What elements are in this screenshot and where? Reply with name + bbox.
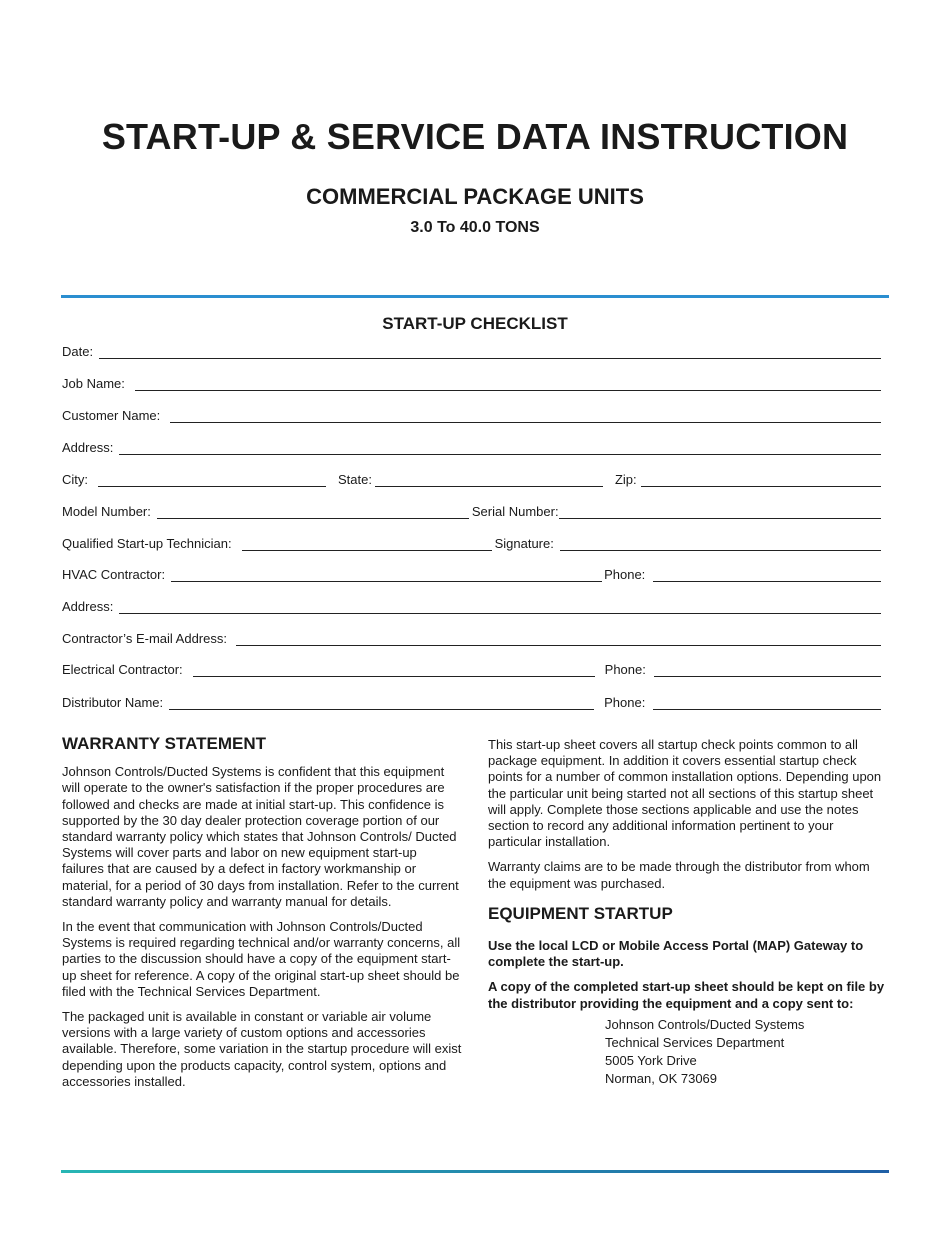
contractor-address-row — [62, 596, 881, 614]
hvac-contractor-row — [62, 564, 881, 582]
customer-address-row — [62, 437, 881, 455]
technician-field[interactable] — [242, 536, 492, 551]
date-field[interactable] — [99, 344, 881, 359]
checklist-title: START-UP CHECKLIST — [382, 314, 568, 333]
job-name-row — [62, 373, 881, 391]
warranty-section — [62, 736, 462, 1099]
contractor-email-label: Contractor’s E-mail Address: — [62, 631, 227, 646]
signature-field[interactable] — [560, 536, 881, 551]
signature-label: Signature: — [494, 536, 554, 551]
electrical-phone-field[interactable] — [654, 662, 881, 677]
warranty-heading: WARRANTY STATEMENT — [62, 734, 266, 753]
zip-label: Zip: — [614, 472, 637, 487]
hvac-contractor-field[interactable] — [171, 567, 602, 582]
serial-number-label: Serial Number: — [471, 504, 559, 519]
job-name-label: Job Name: — [62, 376, 125, 391]
hvac-contractor-label: HVAC Contractor: — [62, 567, 166, 582]
warranty-paragraph-3: The packaged unit is available in constant or variable air volume versions with a large variety of custom options and accessories available. Therefore, some variation in the startup procedure will exist depending upon the products capacity, control system, options and accessories installed. — [62, 1009, 462, 1089]
contractor-email-row — [62, 628, 881, 646]
zip-field[interactable] — [641, 472, 881, 487]
equipment-startup-heading: EQUIPMENT STARTUP — [488, 903, 673, 923]
distributor-row — [62, 692, 881, 710]
electrical-contractor-field[interactable] — [193, 662, 595, 677]
date-label: Date: — [62, 344, 94, 359]
state-field[interactable] — [375, 472, 603, 487]
startup-info-section — [488, 737, 888, 1089]
customer-address-label: Address: — [62, 440, 114, 455]
distributor-phone-label: Phone: — [604, 695, 646, 710]
coverage-paragraph: This start-up sheet covers all startup check points common to all package equipment. In addition it covers essential startup check points for a number of common installation options. Depending upon the particular unit being started not all sections of this startup sheet will apply. Complete those sections applicable and use the notes section to record any additional information pertinent to your particular installation. — [488, 737, 882, 850]
document-subtitle: COMMERCIAL PACKAGE UNITS — [306, 184, 644, 209]
city-field[interactable] — [98, 472, 326, 487]
distributor-name-field[interactable] — [169, 695, 594, 710]
hvac-phone-field[interactable] — [653, 567, 881, 582]
customer-name-label: Customer Name: — [62, 408, 161, 423]
model-number-field[interactable] — [157, 504, 469, 519]
warranty-paragraph-2: In the event that communication with Johnson Controls/Ducted Systems is required regarding technical and/or warranty concerns, all parties to the discussion should have a copy of the equipment start-up sheet for reference. A copy of the original start-up sheet should be filed with the Technical Services Department. — [62, 919, 461, 999]
electrical-contractor-row — [62, 659, 881, 677]
city-label: City: — [62, 472, 88, 487]
electrical-contractor-label: Electrical Contractor: — [62, 662, 183, 677]
header-divider — [61, 295, 889, 298]
model-serial-row — [62, 501, 881, 519]
contractor-address-label: Address: — [62, 599, 114, 614]
address-line: Norman, OK 73069 — [605, 1071, 718, 1087]
distributor-name-label: Distributor Name: — [62, 695, 164, 710]
customer-name-field[interactable] — [170, 408, 881, 423]
contractor-email-field[interactable] — [236, 631, 881, 646]
date-row — [62, 341, 881, 359]
hvac-phone-label: Phone: — [604, 567, 646, 582]
mailing-address — [605, 1016, 888, 1089]
distributor-phone-field[interactable] — [653, 695, 881, 710]
warranty-claims-paragraph: Warranty claims are to be made through the distributor from whom the equipment was purchased. — [488, 859, 870, 891]
lcd-map-instruction: Use the local LCD or Mobile Access Portal (MAP) Gateway to complete the start-up. — [488, 938, 864, 970]
address-line: Johnson Controls/Ducted Systems — [605, 1016, 805, 1032]
customer-name-row — [62, 405, 881, 423]
model-number-label: Model Number: — [62, 504, 151, 519]
copy-instruction: A copy of the completed start-up sheet should be kept on file by the distributor providing the equipment and a copy sent to: — [488, 979, 885, 1011]
electrical-phone-label: Phone: — [604, 662, 646, 677]
document-title: START-UP & SERVICE DATA INSTRUCTION — [101, 116, 849, 157]
customer-address-field[interactable] — [119, 440, 881, 455]
city-state-zip-row — [62, 469, 881, 487]
footer-divider — [61, 1170, 889, 1173]
address-line: 5005 York Drive — [605, 1053, 697, 1069]
job-name-field[interactable] — [135, 376, 881, 391]
tonnage-range: 3.0 To 40.0 TONS — [410, 219, 540, 236]
warranty-paragraph-1: Johnson Controls/Ducted Systems is confident that this equipment will operate to the owner's satisfaction if the proper procedures are followed and checks are made at initial start-up. This confidence is supported by the 30 day dealer protection coverage portion of our standard warranty policy which states that Johnson Controls/ Ducted Systems will cover parts and labor on new equipment start-up failures that are caused by a defect in factory workmanship or material, for a period of 30 days from installation. Refer to the current standard warranty policy and warranty manual for details. — [62, 764, 459, 909]
technician-label: Qualified Start-up Technician: — [62, 536, 232, 551]
contractor-address-field[interactable] — [119, 599, 881, 614]
serial-number-field[interactable] — [559, 504, 881, 519]
address-line: Technical Services Department — [605, 1035, 785, 1051]
state-label: State: — [338, 472, 372, 487]
technician-row — [62, 533, 881, 551]
